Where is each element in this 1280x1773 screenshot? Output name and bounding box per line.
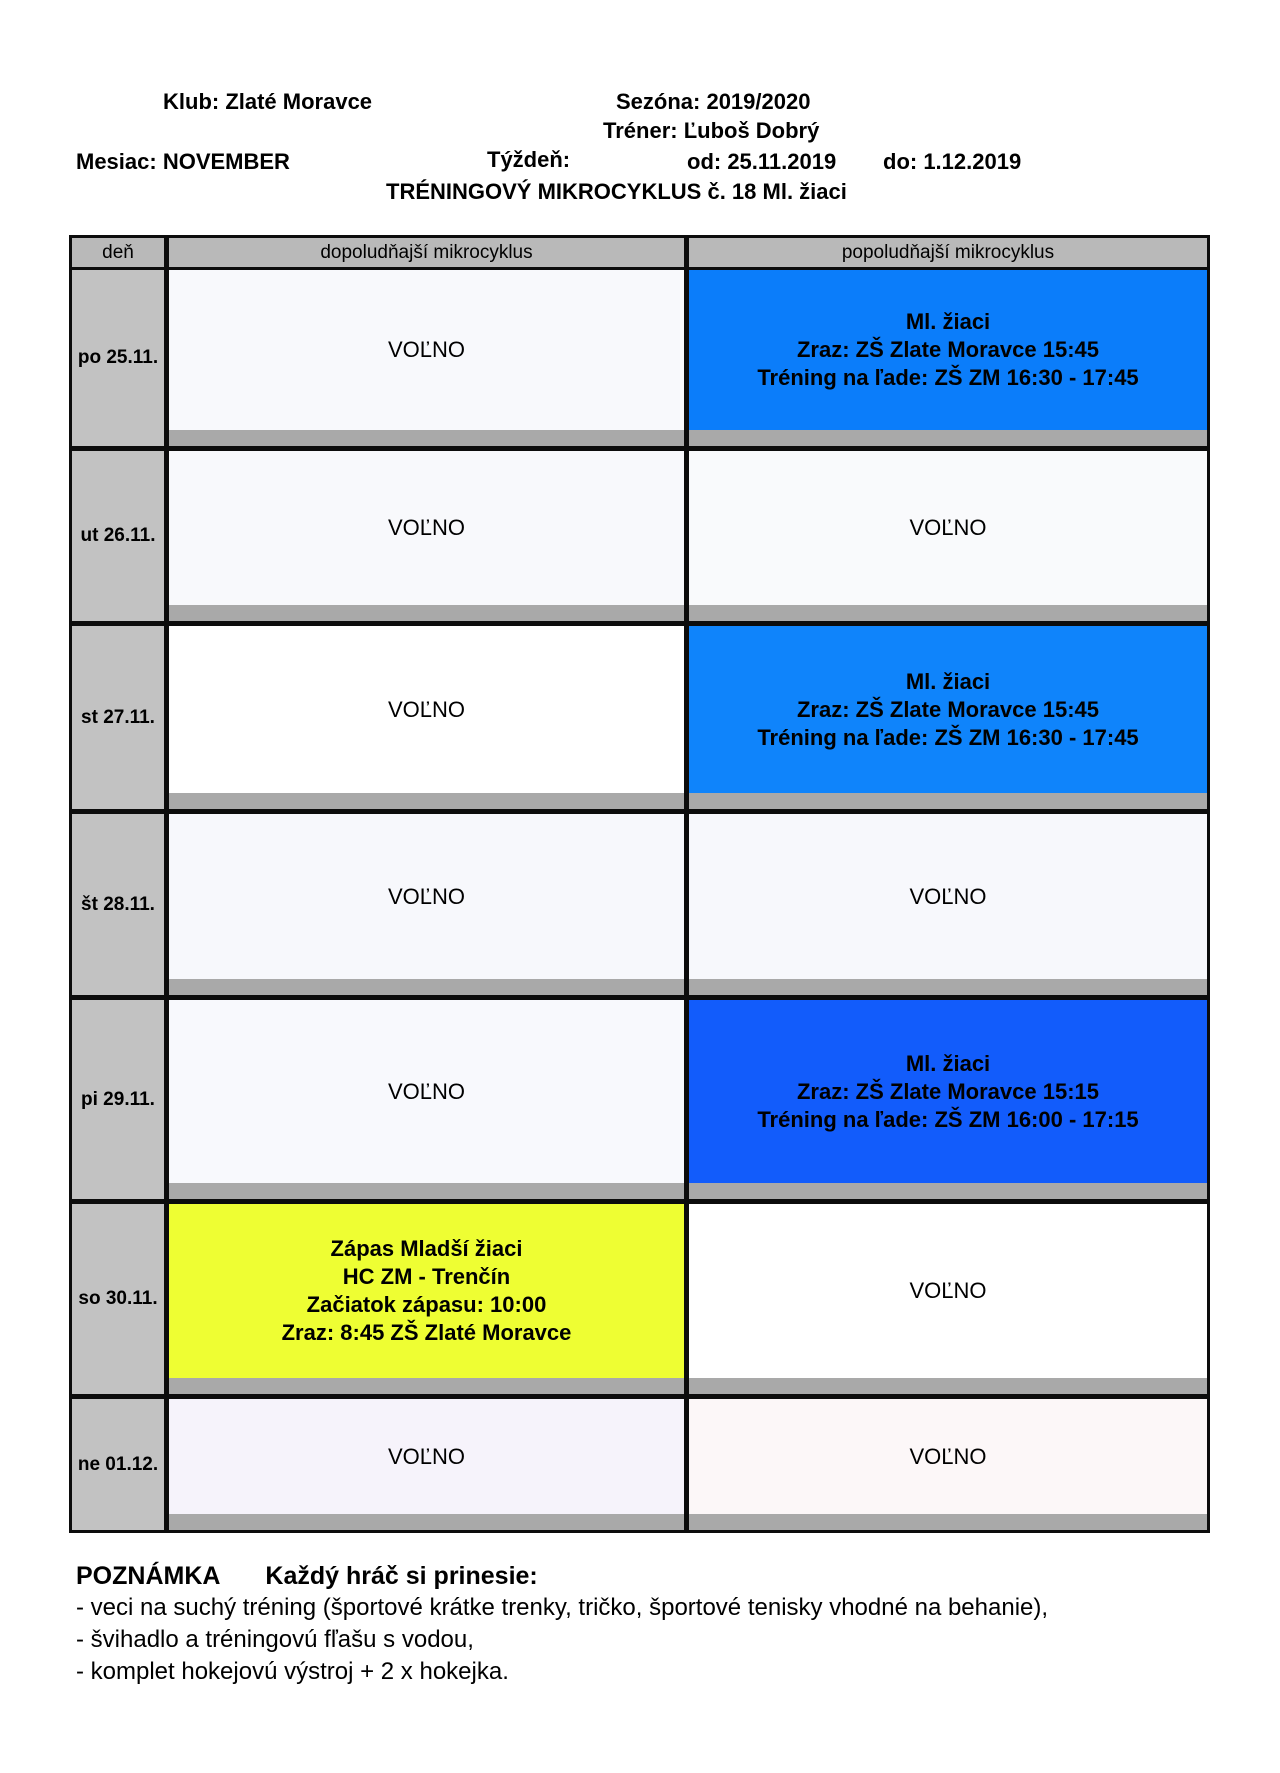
- afternoon-cell: [689, 1000, 1207, 1199]
- afternoon-content: [689, 1204, 1207, 1378]
- cell-line: Zraz: ZŠ Zlate Moravce 15:45: [796, 337, 1099, 362]
- morning-cell: [169, 814, 684, 995]
- afternoon-cell: [689, 451, 1207, 621]
- cell-line: VOĽNO: [909, 1443, 987, 1469]
- note-heading: Každý hráč si prinesie:: [265, 1562, 538, 1590]
- cell-line: Tréning na ľade: ZŠ ZM 16:00 - 17:15: [757, 1106, 1139, 1132]
- afternoon-content: [689, 814, 1207, 979]
- morning-cell: [169, 1204, 684, 1394]
- morning-content: [169, 451, 684, 605]
- cell-bottom-bar: [689, 430, 1207, 446]
- cell-line: VOĽNO: [387, 515, 466, 540]
- afternoon-cell: [689, 626, 1207, 809]
- note-section: [76, 1560, 1048, 1688]
- cell-line: Ml. žiaci: [905, 1050, 991, 1076]
- month: Mesiac: NOVEMBER: [76, 149, 290, 174]
- cell-line: Zraz: ZŠ Zlate Moravce 15:15: [796, 1078, 1099, 1104]
- note-item: - švihadlo a tréningovú fľašu s vodou,: [76, 1626, 474, 1653]
- cell-bottom-bar: [169, 1378, 684, 1394]
- cell-line: Zraz: ZŠ Zlate Moravce 15:45: [796, 696, 1099, 722]
- cell-bottom-bar: [689, 793, 1207, 809]
- cell-bottom-bar: [169, 1514, 684, 1530]
- note-label: POZNÁMKA: [76, 1562, 220, 1590]
- cell-bottom-bar: [169, 1183, 684, 1199]
- cell-line: VOĽNO: [387, 1078, 466, 1104]
- cell-bottom-bar: [169, 793, 684, 809]
- day-cell: st 27.11.: [72, 626, 164, 809]
- day-cell: po 25.11.: [72, 270, 164, 446]
- note-item: - veci na suchý tréning (športové krátke trenky, tričko, športové tenisky vhodné na behanie),: [76, 1594, 1049, 1621]
- cell-line: HC ZM - Trenčín: [342, 1264, 511, 1289]
- cell-line: VOĽNO: [387, 883, 466, 909]
- afternoon-content: [689, 451, 1207, 605]
- morning-cell: [169, 1000, 684, 1199]
- date-to: do: 1.12.2019: [883, 149, 1022, 174]
- cell-line: VOĽNO: [909, 515, 987, 540]
- cell-line: Ml. žiaci: [905, 668, 991, 694]
- cell-bottom-bar: [169, 430, 684, 446]
- cell-line: Zraz: 8:45 ZŠ Zlaté Moravce: [281, 1320, 572, 1345]
- cell-bottom-bar: [169, 979, 684, 995]
- cell-bottom-bar: [689, 979, 1207, 995]
- morning-content: [169, 1000, 684, 1183]
- cell-line: Tréning na ľade: ZŠ ZM 16:30 - 17:45: [757, 365, 1139, 390]
- cell-bottom-bar: [689, 605, 1207, 621]
- afternoon-content: [689, 270, 1207, 430]
- club-name: Klub: Zlaté Moravce: [163, 89, 373, 114]
- day-cell: ne 01.12.: [72, 1399, 164, 1530]
- morning-content: [169, 814, 684, 979]
- cell-bottom-bar: [689, 1378, 1207, 1394]
- morning-content: [169, 270, 684, 430]
- trainer: Tréner: Ľuboš Dobrý: [603, 118, 820, 143]
- note-item: - komplet hokejovú výstroj + 2 x hokejka.: [76, 1658, 509, 1685]
- cell-line: Zápas Mladší žiaci: [330, 1236, 523, 1261]
- day-cell: pi 29.11.: [72, 1000, 164, 1199]
- schedule-table: [69, 235, 1210, 1533]
- cell-line: Ml. žiaci: [905, 309, 991, 334]
- morning-cell: [169, 1399, 684, 1530]
- afternoon-cell: [689, 1204, 1207, 1394]
- afternoon-content: [689, 626, 1207, 793]
- cell-line: Tréning na ľade: ZŠ ZM 16:30 - 17:45: [757, 724, 1139, 750]
- cell-bottom-bar: [689, 1183, 1207, 1199]
- cell-line: Začiatok zápasu: 10:00: [306, 1292, 547, 1317]
- day-cell: ut 26.11.: [72, 451, 164, 621]
- cell-line: VOĽNO: [909, 883, 987, 909]
- column-header-afternoon: popoludňajší mikrocyklus: [689, 238, 1207, 267]
- page-title: TRÉNINGOVÝ MIKROCYKLUS č. 18 Ml. žiaci: [386, 179, 847, 204]
- cell-bottom-bar: [169, 605, 684, 621]
- day-cell: št 28.11.: [72, 814, 164, 995]
- afternoon-cell: [689, 814, 1207, 995]
- cell-line: VOĽNO: [909, 1278, 987, 1303]
- cell-line: VOĽNO: [387, 1443, 466, 1469]
- morning-content: [169, 626, 684, 793]
- cell-line: VOĽNO: [387, 696, 466, 722]
- afternoon-cell: [689, 1399, 1207, 1530]
- afternoon-content: [689, 1399, 1207, 1514]
- column-header-day: deň: [72, 238, 164, 267]
- season: Sezóna: 2019/2020: [616, 89, 811, 114]
- date-from: od: 25.11.2019: [687, 149, 837, 174]
- morning-cell: [169, 270, 684, 446]
- afternoon-content: [689, 1000, 1207, 1183]
- morning-content: [169, 1399, 684, 1514]
- cell-line: VOĽNO: [387, 337, 466, 362]
- column-header-morning: dopoludňajší mikrocyklus: [169, 238, 684, 267]
- morning-content: [169, 1204, 684, 1378]
- morning-cell: [169, 451, 684, 621]
- afternoon-cell: [689, 270, 1207, 446]
- week-label: Týždeň:: [487, 147, 571, 172]
- day-cell: so 30.11.: [72, 1204, 164, 1394]
- cell-bottom-bar: [689, 1514, 1207, 1530]
- morning-cell: [169, 626, 684, 809]
